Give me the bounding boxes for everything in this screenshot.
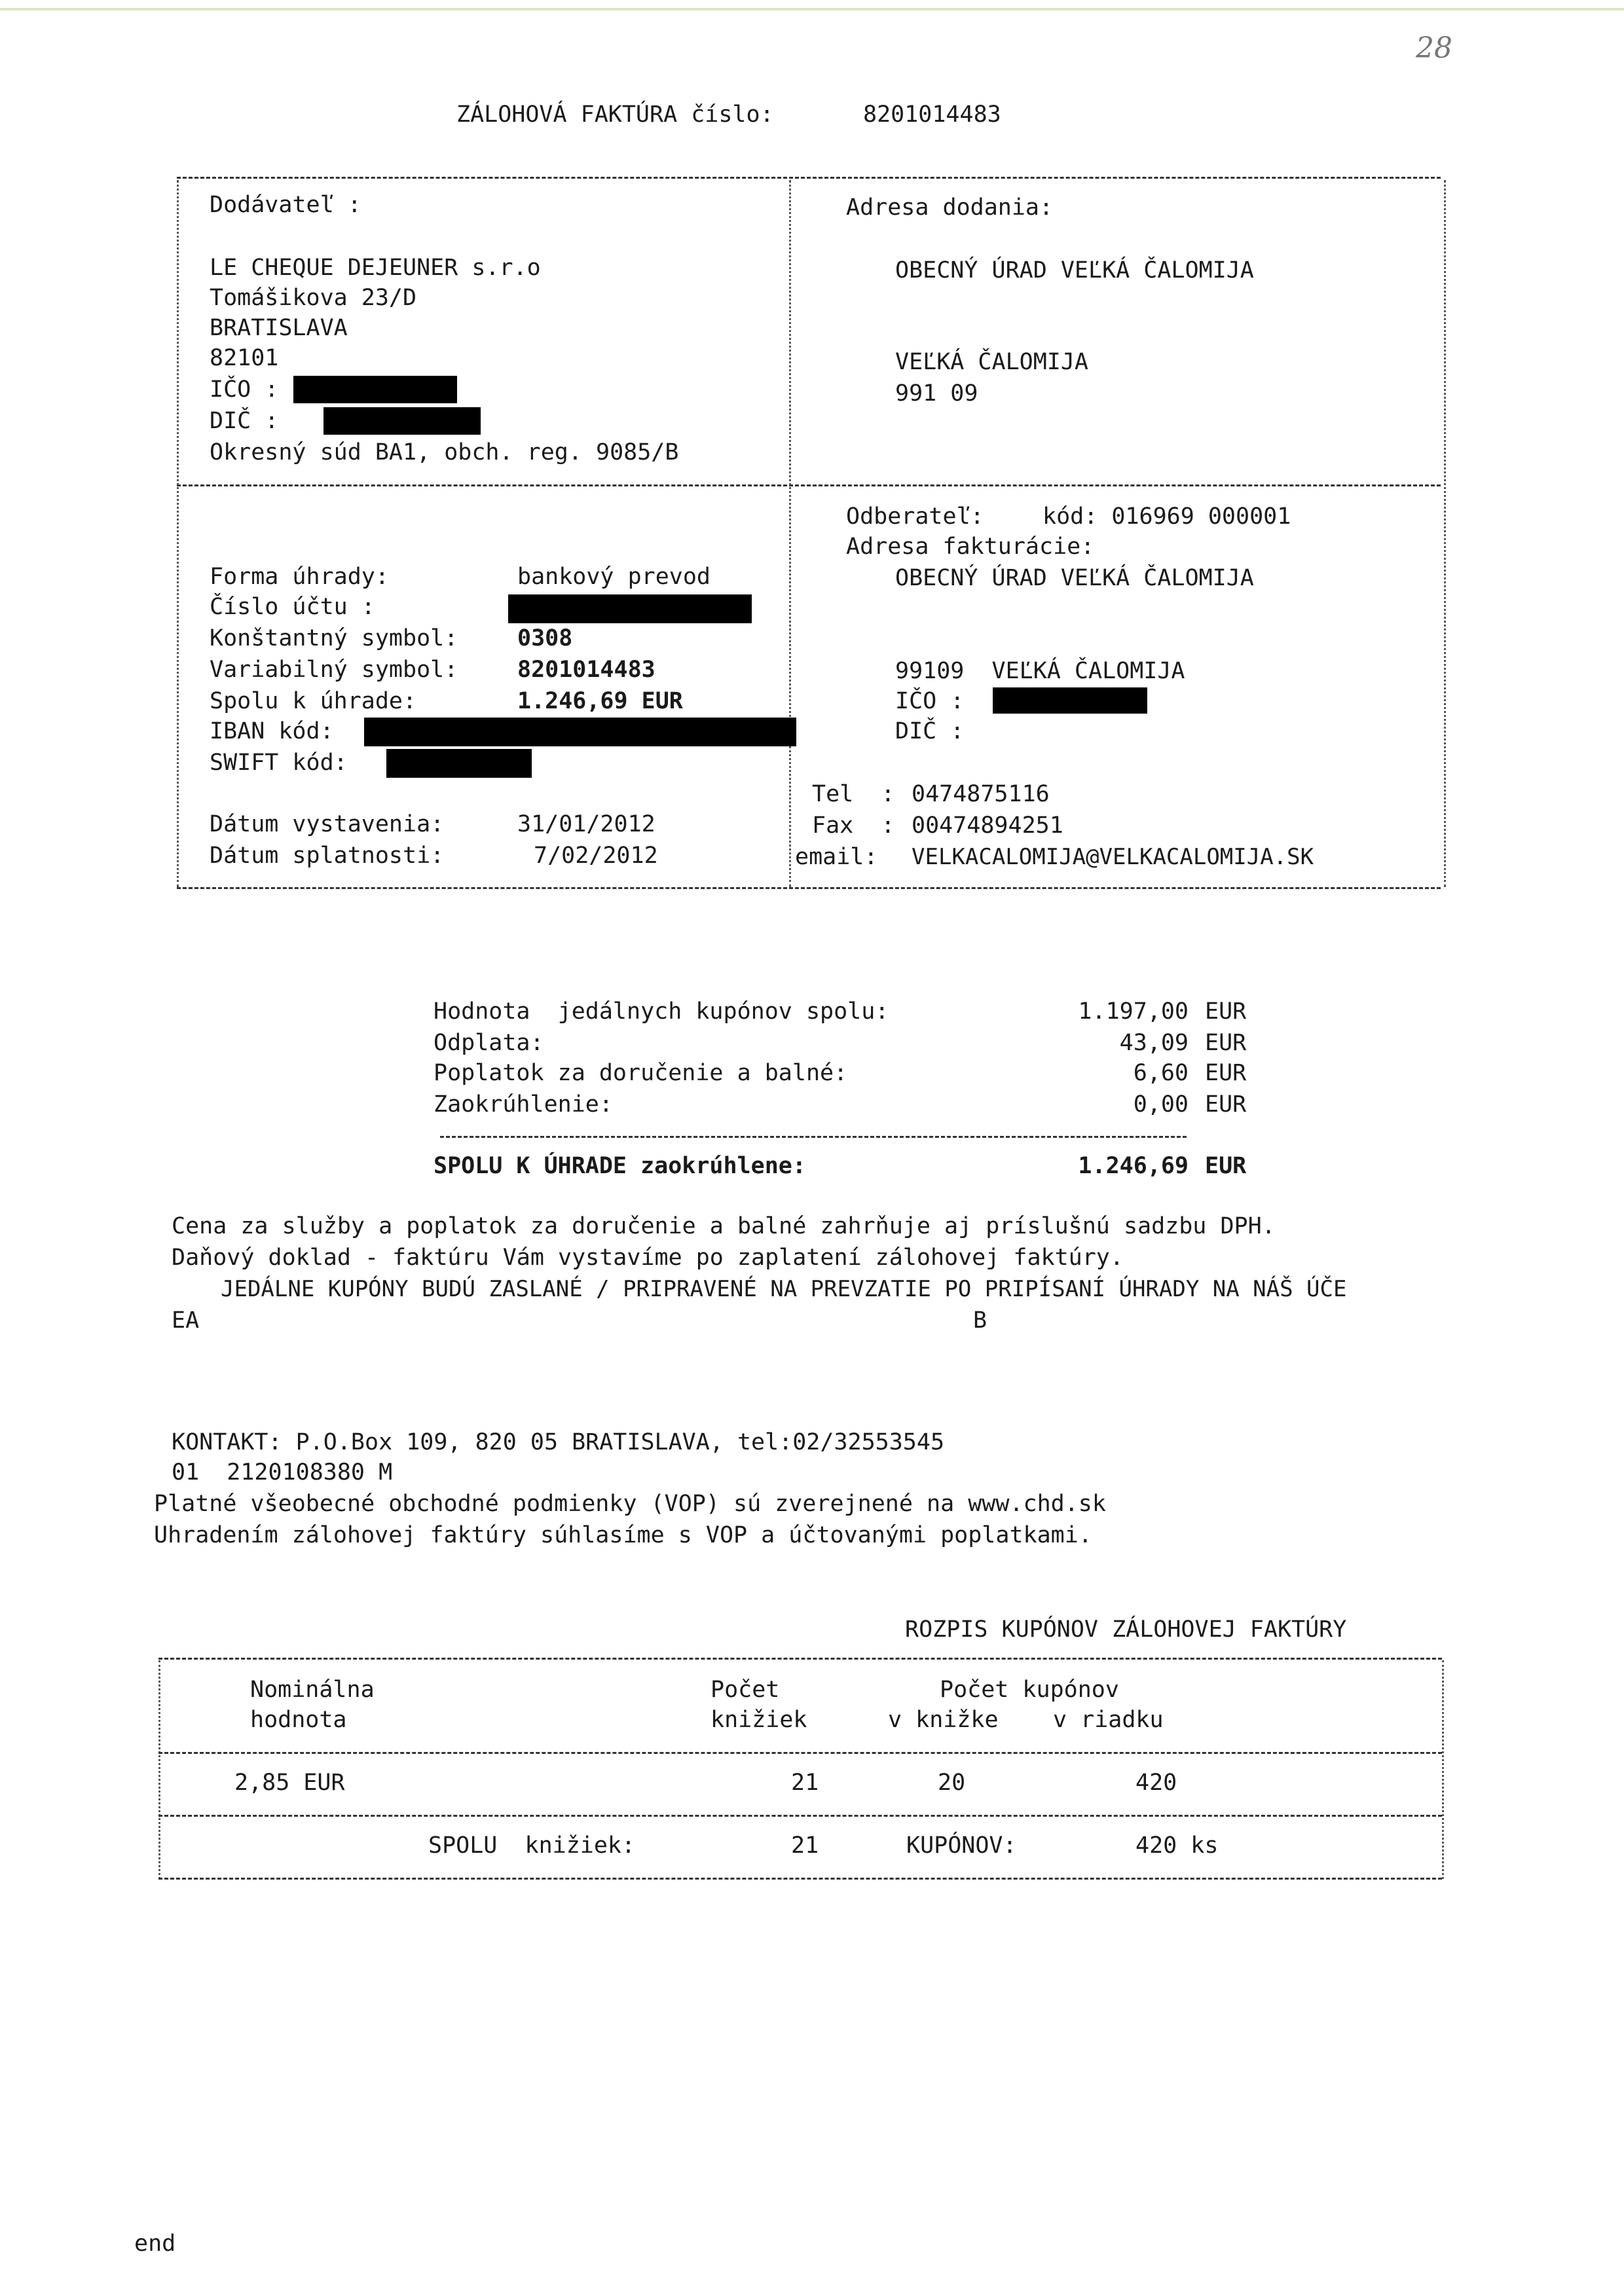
total-books-label: SPOLU knižiek: — [428, 1832, 636, 1859]
supplier-city: BRATISLAVA — [210, 315, 348, 341]
box-right-border — [1444, 180, 1446, 887]
summary-total-label: SPOLU K ÚHRADE zaokrúhlene: — [434, 1153, 806, 1179]
note-tax-document: Daňový doklad - faktúru Vám vystavíme po zaplatení zálohovej faktúry. — [172, 1245, 1124, 1271]
contact-address: KONTAKT: P.O.Box 109, 820 05 BRATISLAVA, tel:02/32553545 — [172, 1429, 945, 1455]
invoice-title: ZÁLOHOVÁ FAKTÚRA číslo: — [456, 101, 774, 128]
summary-value-delivery: 6,60 — [1133, 1060, 1189, 1086]
total-coupons-value: 420 ks — [1135, 1832, 1219, 1859]
summary-value-fee: 43,09 — [1119, 1030, 1189, 1056]
supplier-street: Tomášikova 23/D — [210, 285, 417, 311]
handwritten-page-number: 28 — [1416, 31, 1452, 65]
contact-terms: Platné všeobecné obchodné podmienky (VOP) sú zverejnené na www.chd.sk — [154, 1491, 1106, 1517]
billing-address-label: Adresa fakturácie: — [846, 534, 1095, 560]
summary-divider — [440, 1136, 1187, 1138]
redacted-supplier-dic — [323, 407, 481, 435]
header-coupons: Počet kupónov — [940, 1677, 1119, 1703]
row-books: 21 — [791, 1770, 819, 1796]
variable-symbol-value: 8201014483 — [517, 657, 655, 683]
box-top-border — [177, 177, 1441, 179]
box-center-divider — [789, 180, 791, 887]
row-in-book: 20 — [938, 1770, 966, 1796]
coupon-table-bottom-border — [158, 1878, 1442, 1880]
fax-value: 00474894251 — [912, 812, 1063, 839]
note-vat: Cena za služby a poplatok za doručenie a balné zahrňuje aj príslušnú sadzbu DPH. — [172, 1213, 1276, 1239]
total-coupons-label: KUPÓNOV: — [906, 1832, 1017, 1859]
contact-agreement: Uhradením zálohovej faktúry súhlasíme s VOP a účtovanými poplatkami. — [154, 1522, 1092, 1548]
document-end: end — [134, 2231, 176, 2257]
delivery-zip: 991 09 — [895, 380, 978, 407]
customer-ico-label: IČO : — [895, 688, 965, 714]
contact-registration: 01 2120108380 M — [172, 1459, 393, 1485]
summary-unit-rounding: EUR — [1205, 1091, 1247, 1118]
header-nominal-2: hodnota — [250, 1707, 347, 1733]
coupon-table-row-divider — [158, 1815, 1442, 1817]
note-continuation-1: EA — [172, 1307, 200, 1334]
supplier-registry: Okresný súd BA1, obch. reg. 9085/B — [210, 439, 679, 465]
due-date-label: Dátum splatnosti: — [210, 843, 445, 869]
swift-label: SWIFT kód: — [210, 750, 348, 776]
supplier-zip: 82101 — [210, 345, 279, 371]
redacted-swift — [386, 749, 532, 778]
summary-total-value: 1.246,69 — [1078, 1153, 1189, 1179]
issue-date-value: 31/01/2012 — [517, 811, 655, 837]
summary-unit-fee: EUR — [1205, 1030, 1247, 1056]
coupon-table-right-border — [1442, 1660, 1444, 1879]
delivery-label: Adresa dodania: — [846, 194, 1054, 221]
customer-code: kód: 016969 000001 — [1043, 503, 1291, 530]
row-in-row: 420 — [1135, 1770, 1177, 1796]
coupon-table-left-border — [158, 1660, 160, 1879]
summary-total-unit: EUR — [1205, 1153, 1247, 1179]
header-books-1: Počet — [710, 1677, 780, 1703]
total-books-value: 21 — [791, 1832, 819, 1859]
coupon-table-top-border — [158, 1658, 1442, 1660]
billing-city: 99109 VEĽKÁ ČALOMIJA — [895, 658, 1185, 684]
box-middle-border — [177, 484, 1441, 486]
box-left-border — [177, 180, 179, 887]
delivery-name: OBECNÝ ÚRAD VEĽKÁ ČALOMIJA — [895, 257, 1254, 283]
supplier-name: LE CHEQUE DEJEUNER s.r.o — [210, 255, 541, 281]
supplier-label: Dodávateľ : — [210, 192, 361, 218]
summary-label-rounding: Zaokrúhlenie: — [434, 1091, 613, 1118]
summary-unit-delivery: EUR — [1205, 1060, 1247, 1086]
issue-date-label: Dátum vystavenia: — [210, 811, 445, 837]
total-due-value: 1.246,69 EUR — [517, 688, 683, 714]
email-label: email: — [795, 844, 878, 870]
billing-name: OBECNÝ ÚRAD VEĽKÁ ČALOMIJA — [895, 565, 1254, 591]
coupon-table-title: ROZPIS KUPÓNOV ZÁLOHOVEJ FAKTÚRY — [905, 1616, 1347, 1643]
tel-value: 0474875116 — [912, 781, 1050, 807]
payment-method-value: bankový prevod — [517, 564, 711, 590]
customer-label: Odberateľ: — [846, 503, 984, 530]
summary-label-delivery: Poplatok za doručenie a balné: — [434, 1060, 848, 1086]
summary-value-coupons: 1.197,00 — [1078, 998, 1189, 1025]
header-in-row: v riadku — [1053, 1707, 1164, 1733]
fax-label: Fax : — [812, 812, 895, 839]
constant-symbol-value: 0308 — [517, 625, 573, 651]
redacted-customer-ico — [993, 687, 1147, 714]
header-nominal-1: Nominálna — [250, 1677, 375, 1703]
redacted-account-number — [508, 594, 752, 623]
coupon-table-header-divider — [158, 1752, 1442, 1754]
row-nominal: 2,85 EUR — [234, 1770, 345, 1796]
supplier-dic-label: DIČ : — [210, 408, 279, 434]
iban-label: IBAN kód: — [210, 718, 334, 744]
tel-label: Tel : — [812, 781, 895, 807]
note-coupon-shipping: JEDÁLNE KUPÓNY BUDÚ ZASLANÉ / PRIPRAVENÉ NA PREVZATIE PO PRIPÍSANÍ ÚHRADY NA NÁŠ ÚČE — [221, 1276, 1347, 1302]
summary-label-coupons: Hodnota jedálnych kupónov spolu: — [434, 998, 889, 1025]
summary-label-fee: Odplata: — [434, 1030, 544, 1056]
summary-value-rounding: 0,00 — [1133, 1091, 1189, 1118]
summary-unit-coupons: EUR — [1205, 998, 1247, 1025]
top-border — [0, 8, 1624, 10]
redacted-supplier-ico — [293, 376, 457, 403]
note-continuation-2: B — [973, 1307, 987, 1334]
delivery-city: VEĽKÁ ČALOMIJA — [895, 349, 1089, 375]
redacted-iban — [364, 718, 796, 746]
invoice-number: 8201014483 — [863, 101, 1001, 128]
total-due-label: Spolu k úhrade: — [210, 688, 417, 714]
box-bottom-border — [177, 887, 1441, 889]
variable-symbol-label: Variabilný symbol: — [210, 657, 458, 683]
supplier-ico-label: IČO : — [210, 376, 279, 403]
due-date-value: 7/02/2012 — [534, 843, 658, 869]
constant-symbol-label: Konštantný symbol: — [210, 625, 458, 651]
header-in-book: v knižke — [888, 1707, 999, 1733]
header-books-2: knižiek — [710, 1707, 807, 1733]
payment-method-label: Forma úhrady: — [210, 564, 389, 590]
customer-dic-label: DIČ : — [895, 718, 965, 744]
email-value: VELKACALOMIJA@VELKACALOMIJA.SK — [912, 844, 1314, 870]
account-label: Číslo účtu : — [210, 594, 375, 620]
